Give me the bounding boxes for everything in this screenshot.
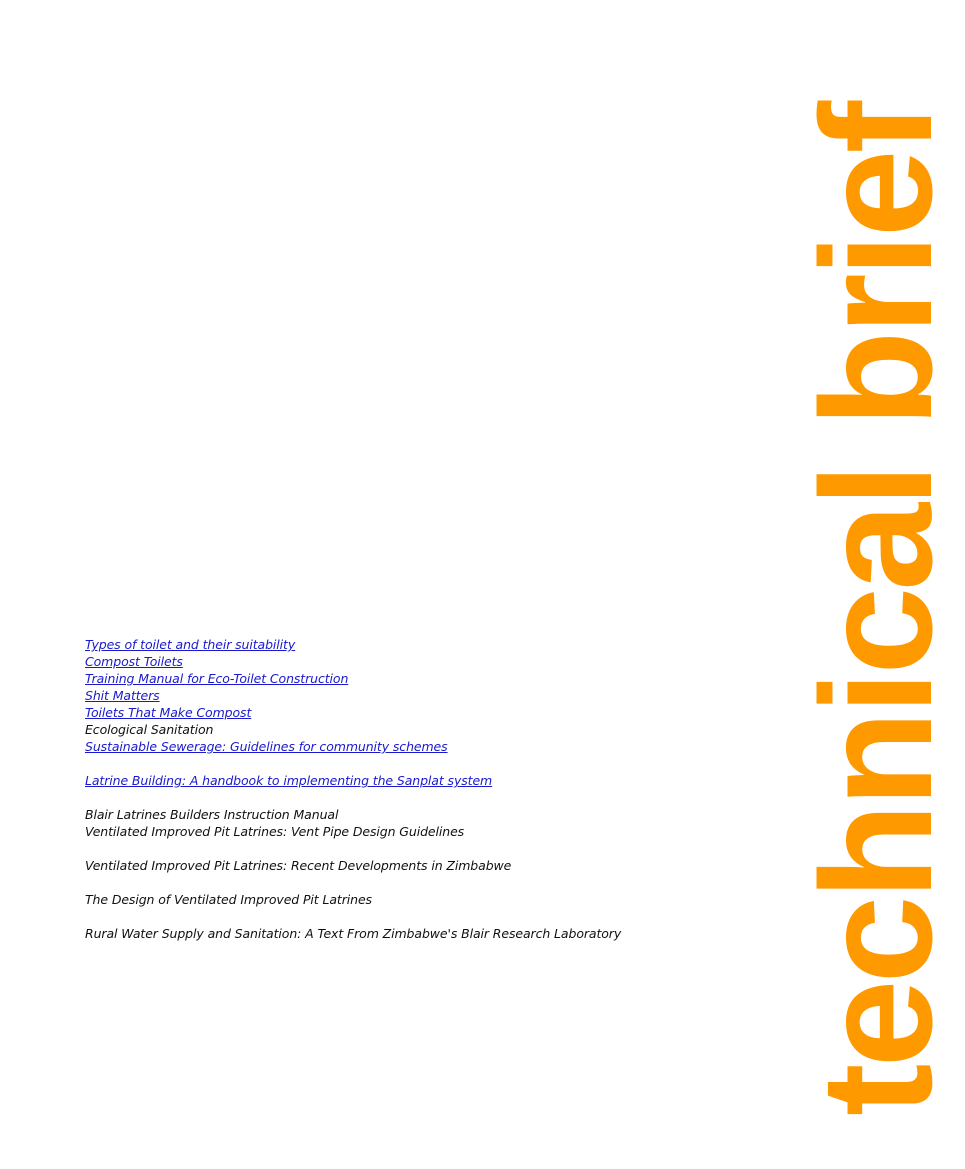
list-spacer xyxy=(85,755,645,772)
technical-brief-title: technical brief xyxy=(789,104,965,1116)
list-spacer xyxy=(85,874,645,891)
reference-vip-recent-developments: Ventilated Improved Pit Latrines: Recent Developments in Zimbabwe xyxy=(85,858,512,873)
reference-list xyxy=(85,636,645,942)
list-spacer xyxy=(85,908,645,925)
reference-link-compost-toilets[interactable]: Compost Toilets xyxy=(85,654,183,669)
reference-design-of-vip-latrines: The Design of Ventilated Improved Pit Latrines xyxy=(85,892,372,907)
reference-link-latrine-building[interactable]: Latrine Building: A handbook to implementing the Sanplat system xyxy=(85,773,493,788)
reference-ecological-sanitation: Ecological Sanitation xyxy=(85,722,214,737)
reference-link-types-of-toilet[interactable]: Types of toilet and their suitability xyxy=(85,637,296,652)
list-spacer xyxy=(85,840,645,857)
reference-vip-vent-pipe-guidelines: Ventilated Improved Pit Latrines: Vent Pipe Design Guidelines xyxy=(85,824,465,839)
reference-rural-water-supply: Rural Water Supply and Sanitation: A Text From Zimbabwe's Blair Research Laboratory xyxy=(85,926,622,941)
reference-link-toilets-that-make-compost[interactable]: Toilets That Make Compost xyxy=(85,705,252,720)
reference-blair-latrines-manual: Blair Latrines Builders Instruction Manual xyxy=(85,807,339,822)
reference-link-shit-matters[interactable]: Shit Matters xyxy=(85,688,160,703)
reference-link-sustainable-sewerage[interactable]: Sustainable Sewerage: Guidelines for community schemes xyxy=(85,739,448,754)
reference-link-training-manual[interactable]: Training Manual for Eco-Toilet Construction xyxy=(85,671,349,686)
list-spacer xyxy=(85,789,645,806)
